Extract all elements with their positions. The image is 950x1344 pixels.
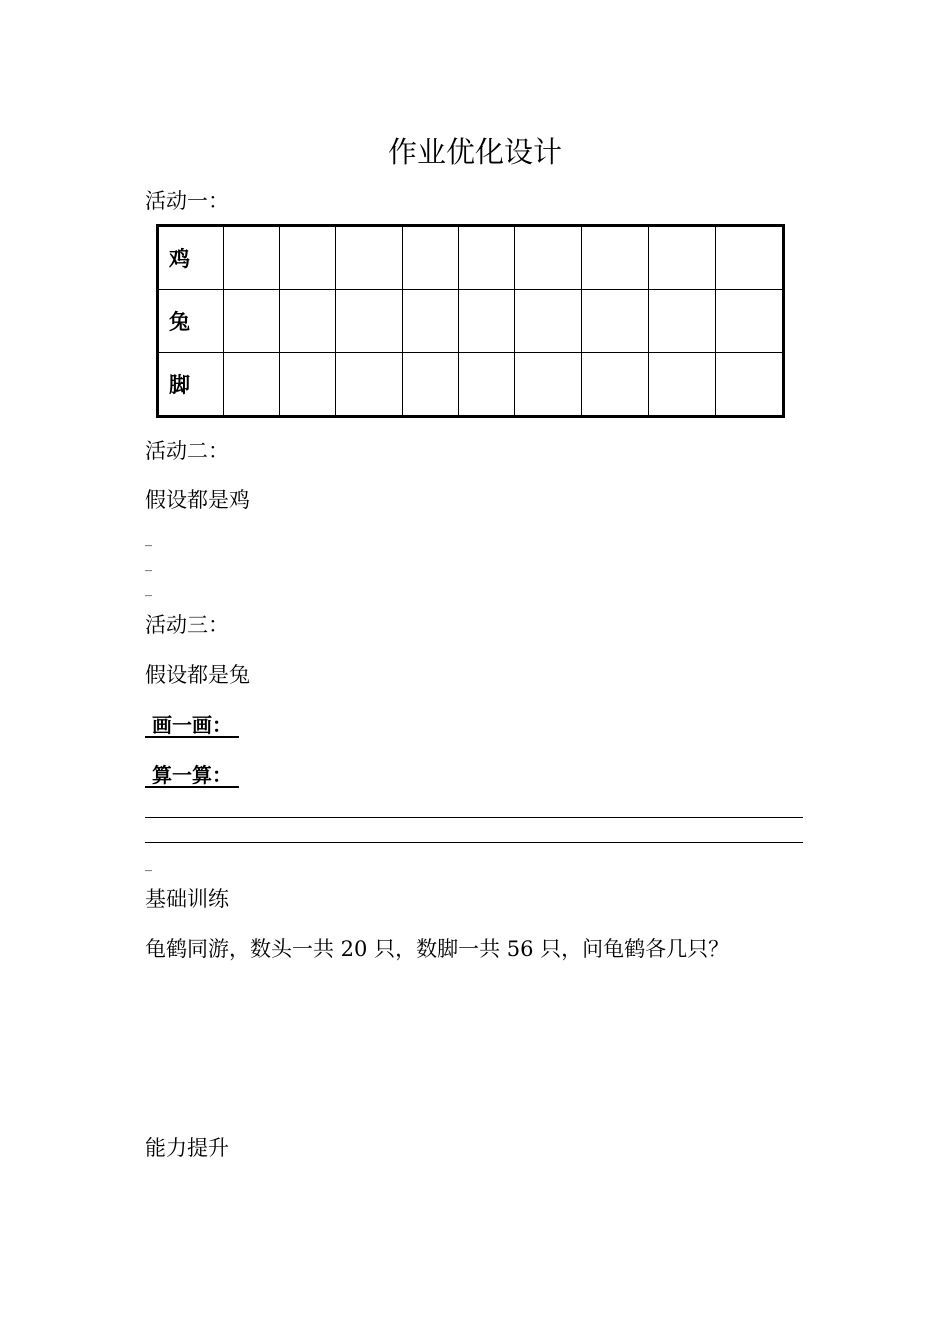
table-cell[interactable] (336, 353, 403, 417)
table-cell[interactable] (515, 226, 582, 290)
blank-line-3: _ (145, 581, 152, 597)
page-title: 作业优化设计 (387, 135, 562, 169)
table-cell[interactable] (649, 353, 716, 417)
basic-training-question: 龟鹤同游，数头一共 20 只，数脚一共 56 只，问龟鹤各几只？ (145, 937, 730, 961)
table-cell[interactable] (716, 290, 784, 353)
table-row (158, 290, 784, 353)
table-cell[interactable] (280, 226, 336, 290)
calc-label: 算一算： (145, 763, 239, 787)
table-cell[interactable] (649, 226, 716, 290)
table-cell[interactable] (280, 353, 336, 417)
answer-line-1 (145, 817, 803, 818)
table-cell[interactable] (459, 290, 515, 353)
assume-rabbit-text: 假设都是兔 (145, 663, 250, 687)
answer-line-2 (145, 842, 803, 843)
blank-line-4: _ (145, 856, 152, 872)
table-cell[interactable] (716, 353, 784, 417)
table-cell[interactable] (403, 353, 459, 417)
draw-label: 画一画： (145, 713, 239, 737)
row-header-chicken: 鸡 (158, 226, 224, 290)
ability-heading: 能力提升 (145, 1136, 229, 1160)
table-cell[interactable] (515, 353, 582, 417)
blank-line-1: _ (145, 531, 152, 547)
activity-one-label: 活动一： (145, 189, 229, 213)
basic-training-heading: 基础训练 (145, 887, 229, 911)
table-cell[interactable] (224, 353, 280, 417)
table-cell[interactable] (459, 353, 515, 417)
table-row (158, 226, 784, 290)
blank-line-2: _ (145, 556, 152, 572)
table-cell[interactable] (336, 290, 403, 353)
table-cell[interactable] (582, 353, 649, 417)
table-cell[interactable] (336, 226, 403, 290)
table-cell[interactable] (224, 226, 280, 290)
table-cell[interactable] (280, 290, 336, 353)
table-cell[interactable] (582, 290, 649, 353)
table-cell[interactable] (649, 290, 716, 353)
table-cell[interactable] (403, 290, 459, 353)
chicken-rabbit-table (156, 224, 785, 418)
table-cell[interactable] (582, 226, 649, 290)
table-cell[interactable] (716, 226, 784, 290)
table-cell[interactable] (515, 290, 582, 353)
table-cell[interactable] (403, 226, 459, 290)
table-cell[interactable] (459, 226, 515, 290)
assume-chicken-text: 假设都是鸡 (145, 488, 250, 512)
activity-two-label: 活动二： (145, 439, 229, 463)
table-cell[interactable] (224, 290, 280, 353)
row-header-feet: 脚 (158, 353, 224, 417)
table-row (158, 353, 784, 417)
activity-three-label: 活动三： (145, 613, 229, 637)
row-header-rabbit: 兔 (158, 290, 224, 353)
